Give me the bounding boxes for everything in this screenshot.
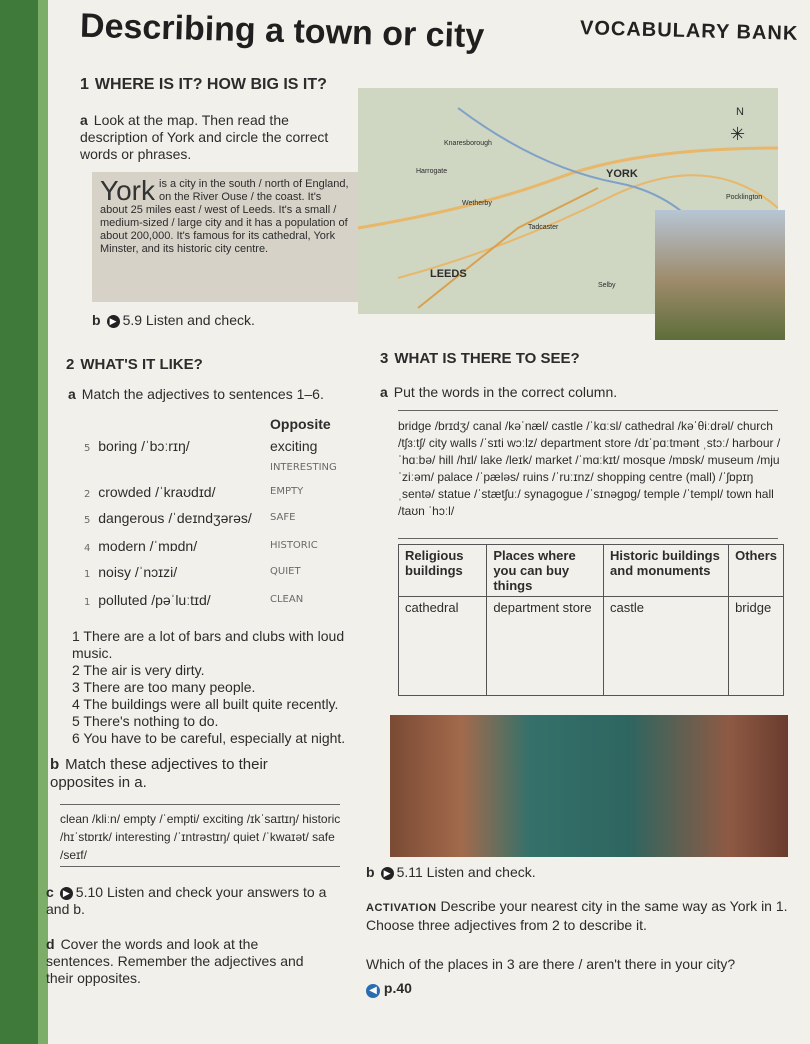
section-2c: c ▶ 5.10 Listen and check your answers to a and b.	[46, 884, 327, 917]
audio-icon[interactable]: ▶	[107, 315, 120, 328]
section-3-heading: 3 WHAT IS THERE TO SEE?	[380, 350, 580, 367]
york-minster-photo	[655, 210, 785, 340]
places-table	[398, 544, 784, 696]
sentence: 3 There are too many people.	[72, 679, 256, 695]
spine-bar	[0, 0, 38, 1044]
column-header: Others	[729, 545, 784, 597]
activation-label: ACTIVATION	[366, 902, 437, 914]
sentence-list	[72, 628, 352, 747]
section-2d: d Cover the words and look at the sentences. Remember the adjectives and their opposites.	[46, 936, 304, 986]
map-north: N	[736, 106, 744, 118]
divider	[60, 804, 340, 805]
map-label: Selby	[598, 282, 616, 289]
map-label: Knaresborough	[444, 140, 492, 147]
audio-icon[interactable]: ▶	[60, 887, 73, 900]
activation-text: Describe your nearest city in the same way as York in 1. Choose three adjectives from 2 to describe it.	[366, 898, 788, 933]
column-header: Religious buildings	[399, 545, 487, 597]
sentence: 6 You have to be careful, especially at night.	[72, 730, 346, 746]
adjective-row: 1 polluted /pəˈluːtɪd/ CLEAN	[84, 592, 304, 608]
section-3b: b ▶ 5.11 Listen and check.	[366, 864, 536, 880]
compass-icon: ✳	[730, 124, 746, 144]
section-1-heading: 1 WHERE IS IT? HOW BIG IS IT?	[80, 76, 327, 93]
table-header-row	[399, 545, 784, 597]
activation-box	[366, 898, 796, 934]
audio-icon[interactable]: ▶	[381, 867, 394, 880]
divider	[398, 538, 778, 539]
opposite-header: Opposite	[270, 416, 331, 432]
sentence: 4 The buildings were all built quite recently.	[72, 696, 339, 712]
adjective-row: 5 boring /ˈbɔːrɪŋ/ exciting	[84, 438, 318, 454]
divider	[398, 410, 778, 411]
map-label: Wetherby	[462, 200, 492, 207]
section-2a: a Match the adjectives to sentences 1–6.	[68, 386, 324, 402]
table-row	[399, 597, 784, 696]
adjective-row: 5 dangerous /ˈdeɪndʒərəs/ SAFE	[84, 510, 296, 526]
section-2-heading: 2 WHAT'S IT LIKE?	[66, 356, 203, 373]
opposites-word-box: clean /kliːn/ empty /ˈempti/ exciting /ɪkˈsaɪtɪŋ/ historic /hɪˈstɒrɪk/ interesting /ˈɪntrəstɪŋ/ quiet /ˈkwaɪət/ safe /seɪf/	[60, 812, 341, 862]
table-cell[interactable]: castle	[604, 597, 729, 696]
arrow-left-icon: ◀	[366, 984, 380, 998]
page-title: Describing a town or city	[79, 6, 485, 56]
venice-canal-photo	[390, 715, 788, 857]
column-header: Historic buildings and monuments	[604, 545, 729, 597]
table-cell[interactable]: bridge	[729, 597, 784, 696]
vocabulary-bank-label: VOCABULARY BANK	[579, 17, 799, 45]
table-cell[interactable]: cathedral	[399, 597, 487, 696]
york-description: is a city in the south / north of England, on the River Ouse / the coast. It's about 25 miles east / west of Leeds. It's a small / medium-sized / large city and it has a population of about 200,000. It's famous for its cathedral, York Minster, and its historic city centre.	[100, 178, 349, 255]
map-label: Harrogate	[416, 168, 448, 175]
section-2b: b Match these adjectives to their opposites in a.	[50, 756, 268, 791]
divider	[60, 866, 340, 867]
section-1a: a Look at the map. Then read the description of York and circle the correct words or phrases.	[80, 112, 329, 162]
activation-question: Which of the places in 3 are there / aren't there in your city?	[366, 956, 736, 972]
map-label: Pocklington	[726, 194, 763, 201]
map-label-york: YORK	[606, 168, 638, 180]
section-1b: b ▶ 5.9 Listen and check.	[92, 312, 255, 328]
york-description-box	[92, 172, 358, 302]
map-label: Tadcaster	[528, 224, 559, 231]
places-word-box: bridge /brɪdʒ/ canal /kəˈnæl/ castle /ˈkɑːsl/ cathedral /kəˈθiːdrəl/ church /tʃɜːtʃ/ city walls /ˈsɪti wɔːlz/ department store /dɪˈpɑːtmənt ˌstɔː/ harbour /ˈhɑːbə/ hill /hɪl/ lake /leɪk/ market /ˈmɑːkɪt/ mosque /mɒsk/ museum /mjuˈziːəm/ palace /ˈpæləs/ ruins /ˈruːɪnz/ shopping centre (mall) /ˈʃɒpɪŋ ˌsentə/ statue /ˈstætʃuː/ synagogue /ˈsɪnəgɒg/ temple /ˈtempl/ town hall /taʊn ˈhɔːl/	[398, 419, 781, 518]
sentence: 1 There are a lot of bars and clubs with loud music.	[72, 628, 345, 661]
adjective-row: 4 modern /ˈmɒdn/ HISTORIC	[84, 538, 318, 554]
sentence: 5 There's nothing to do.	[72, 713, 219, 729]
adjective-row: 2 crowded /ˈkraʊdɪd/ EMPTY	[84, 484, 304, 500]
section-3a: a Put the words in the correct column.	[380, 384, 618, 400]
sentence: 2 The air is very dirty.	[72, 662, 205, 678]
adjective-row: 1 noisy /ˈnɔɪzi/ QUIET	[84, 564, 301, 580]
map-label-leeds: LEEDS	[430, 268, 467, 280]
table-cell[interactable]: department store	[487, 597, 604, 696]
page-reference[interactable]: ◀ p.40	[366, 980, 412, 998]
column-header: Places where you can buy things	[487, 545, 604, 597]
york-heading: York	[100, 175, 156, 206]
